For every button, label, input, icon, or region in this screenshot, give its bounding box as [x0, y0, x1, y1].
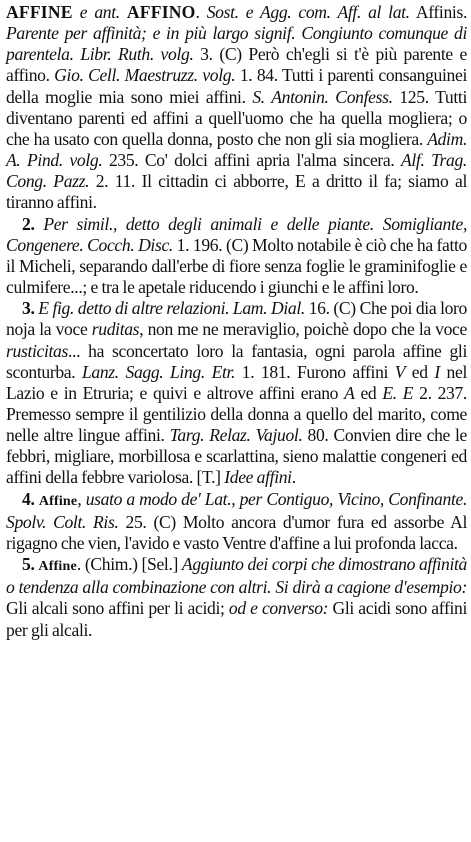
text-run: 1. 196. (C) Molto notabile è ciò che ha fatto il Micheli, separando dall'erbe di fiore senza foglie le graminifoglie e culmifere...; e tra le apetale riducendo i giunchi e le affini loro. [6, 234, 468, 298]
text-run: . [195, 2, 207, 22]
italic-run: E. E [382, 382, 414, 403]
sense-2-paragraph [6, 214, 467, 299]
sense-number: 2. [22, 213, 44, 234]
headword: AFFINE [6, 2, 73, 22]
text-run: Affinis. [409, 2, 467, 22]
text-run: ed [354, 382, 383, 403]
italic-run: od e converso: [228, 598, 329, 619]
text-run: 80. Convien dire che le febbri, migliare, morbillosa e scarlattina, sieno malattie congeneri ed affini della febbre variolosa. [T.] [6, 425, 468, 488]
italic-run: Gio. Cell. Maestruzz. volg. [54, 65, 236, 86]
italic-run: Aggiunto dei corpi che dimostrano affinità o tendenza alla combinazione con altri. Si dirà a cagione d'esempio: [6, 554, 467, 598]
sense-keyword: Affine [38, 493, 78, 509]
italic-run: Parente per affinità; e in più largo signif. Congiunto comunque di parentela. Libr. Ruth. volg. [6, 23, 467, 65]
text-run: ... ha sconcertato loro la fantasia, ogni parola affine gli sconturba. [6, 340, 467, 382]
sense-number: 3. [22, 298, 39, 319]
text-run [120, 2, 127, 22]
text-run: , non me ne meraviglio, poichè dopo che la voce [139, 319, 467, 340]
text-run: , [77, 488, 86, 509]
italic-run: A [344, 382, 355, 403]
italic-run: e [72, 2, 95, 22]
text-run: . [291, 467, 296, 488]
text-run: Gli acidi sono affini per gli alcali. [6, 598, 467, 640]
headword: AFFINO [126, 2, 196, 22]
italic-run: Adim. A. Pind. volg. [6, 128, 467, 171]
italic-run: V [394, 361, 406, 382]
text-run: 3. (C) Però ch'egli si t'è più parente e affino. [6, 44, 467, 86]
text-run: nel Lazio e in Etruria; e quivi e altrove affini erano [6, 361, 467, 403]
italic-run: Idee affini [224, 467, 292, 488]
italic-run: usato a modo de' Lat., per Contiguo, Vicino, Confinante. Spolv. Colt. Ris. [6, 488, 467, 532]
text-run: 1. 181. Furono affini [235, 361, 395, 382]
text-run: Gli alcali sono affini per li acidi; [6, 598, 229, 619]
text-run: 25. (C) Molto ancora d'umor fura ed assorbe Al rigagno che vien, l'avido e vasto Ventre d'affine a lui profonda lacca. [6, 511, 467, 553]
italic-run: Lanz. Sagg. Ling. Etr. [81, 361, 236, 382]
italic-run: Sost. e Agg. com. Aff. al lat. [206, 2, 410, 22]
sense-4-paragraph [6, 489, 467, 554]
text-run: 2. 237. Premesso sempre il gentilizio della donna a quello del marito, come nelle altre lingue affini. [6, 382, 467, 446]
italic-run: ant. [94, 2, 120, 22]
sense-number: 4. [22, 488, 39, 509]
sense-keyword: Affine [38, 559, 77, 575]
italic-run: rusticitas [6, 340, 68, 361]
text-run: ed [405, 361, 435, 382]
entry-main-paragraph [6, 2, 467, 214]
sense-5-paragraph [6, 554, 467, 641]
italic-run: ruditas [91, 319, 140, 340]
text-run: 235. Co' dolci affini apria l'alma sincera. [102, 150, 401, 171]
italic-run: S. Antonin. Confess. [252, 86, 393, 107]
text-run: 1. 84. Tutti i parenti consanguinei della moglie mia sono miei affini. [6, 65, 467, 107]
italic-run: Targ. Relaz. Vajuol. [169, 425, 303, 446]
sense-number: 5. [22, 554, 39, 575]
text-run: 16. (C) Che poi dia loro noja la voce [6, 298, 468, 340]
italic-run: Alf. Trag. Cong. Pazz. [6, 150, 467, 192]
italic-run: I [434, 361, 440, 382]
text-run: 2. 11. Il cittadin ci abborre, E a dritto il fa; siamo al tiranno affini. [6, 171, 467, 213]
text-run: . (Chim.) [Sel.] [76, 554, 182, 575]
italic-run: Per simil., detto degli animali e delle piante. Somigliante, Congenere. Cocch. Disc. [6, 213, 467, 255]
sense-3-paragraph [6, 298, 467, 488]
italic-run: E fig. detto di altre relazioni. Lam. Dial. [38, 298, 305, 319]
text-run: 125. Tutti diventano parenti ed affini a quell'uomo che ha quella mogliera; o che ha usato con quella donna, posto che non gli sia mogliera. [6, 86, 467, 149]
